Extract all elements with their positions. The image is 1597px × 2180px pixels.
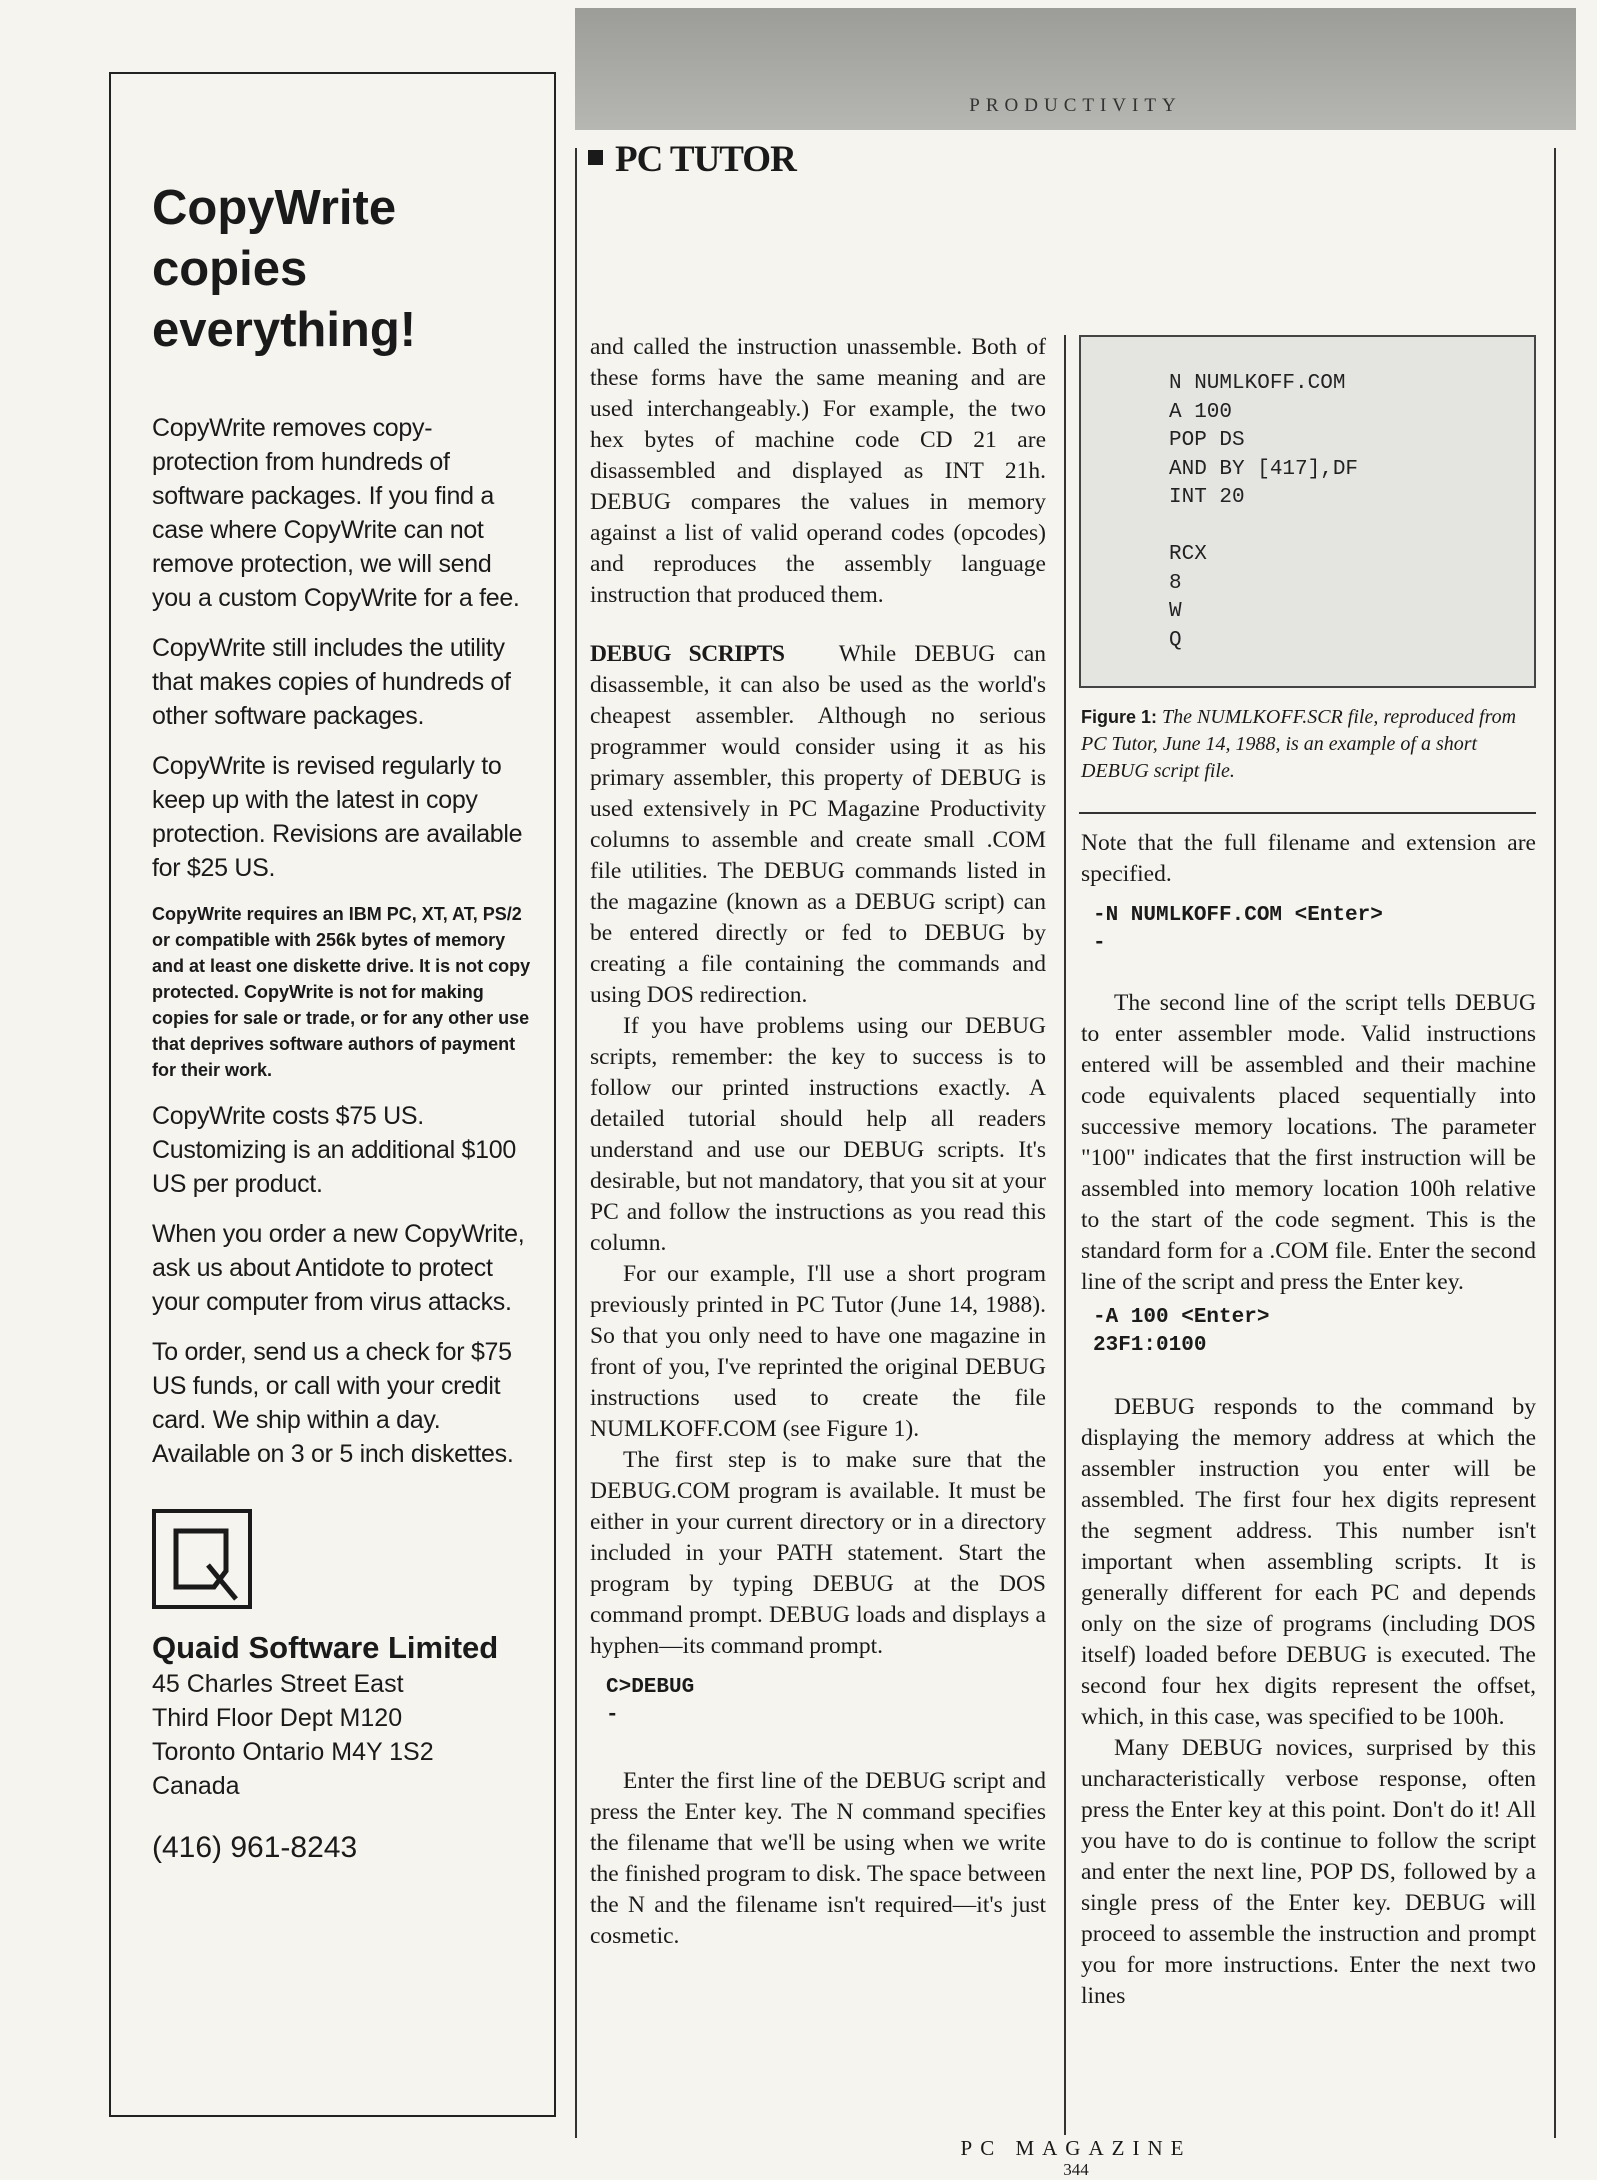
- ad-company: Quaid Software Limited: [152, 1630, 499, 1665]
- ad-address-line: Toronto Ontario M4Y 1S2: [152, 1738, 434, 1766]
- ad-address-line: Canada: [152, 1772, 240, 1800]
- ad-paragraph: CopyWrite is revised regularly to keep up with the latest in copy protection. Revisions are available for $25 US.: [152, 752, 523, 882]
- figure-1: [1079, 335, 1536, 688]
- paragraph: [590, 639, 1046, 1011]
- figure-caption-text: The NUMLKOFF.SCR file, reproduced from PC Tutor, June 14, 1988, is an example of a short DEBUG script file.: [1081, 706, 1517, 782]
- advertisement: [109, 72, 556, 2117]
- ad-address-line: 45 Charles Street East: [152, 1670, 404, 1698]
- ad-phone: (416) 961-8243: [152, 1831, 358, 1864]
- ad-requirements: CopyWrite requires an IBM PC, XT, AT, PS/2 or compatible with 256k bytes of memory and at least one diskette drive. It is not copy protected. CopyWrite is not for making copies for sale or trade, or for any other use that deprives software authors of payment for their work.: [152, 904, 531, 1080]
- paragraph: The second line of the script tells DEBUG to enter assembler mode. Valid instructions entered will be assembled and their machine code equivalents placed sequentially into successive memory locations. The parameter "100" indicates that the first instruction will be assembled into memory location 100h relative to the start of the code segment. This is the standard form for a .COM file. Enter the second line of the script and press the Enter key.: [1081, 990, 1536, 1295]
- article-column-2: [1081, 828, 1536, 2012]
- paragraph: Enter the first line of the DEBUG script and press the Enter key. The N command specifies the filename that we'll be using when we write the finished program to disk. The space between the N and the filename isn't required—it's just cosmetic.: [590, 1768, 1046, 1949]
- page-number: 344: [1063, 2160, 1089, 2179]
- paragraph: DEBUG responds to the command by displaying the memory address at which the assembler instruction you enter will be assembled. The first four hex digits represent the segment address. This number isn't important when assembling scripts. It is generally different for each PC and depends only on the size of programs (including DOS itself) loaded before DEBUG is executed. The second four hex digits represent the offset, which, in this case, was specified to be 100h.: [1081, 1394, 1536, 1730]
- column-title-text: PC TUTOR: [615, 139, 796, 180]
- ad-paragraph: CopyWrite still includes the utility that makes copies of hundreds of other software packages.: [152, 634, 511, 730]
- paragraph: For our example, I'll use a short program previously printed in PC Tutor (June 14, 1988). So that you only need to have one magazine in front of you, I've reprinted the original DEBUG instructions used to create the file NUMLKOFF.COM (see Figure 1).: [590, 1261, 1046, 1442]
- column-rule-middle: [1064, 335, 1066, 2135]
- code-snippet: C>DEBUG -: [606, 1676, 695, 1727]
- paragraph-text: While DEBUG can disassemble, it can also be used as the world's cheapest assembler. Although no serious programmer would consider using it as his primary assembler, this property of DEBUG is used extensively in PC Magazine Productivity columns to assemble and create small .COM file utilities. The DEBUG commands listed in the magazine (known as a DEBUG script) can be entered directly or fed to DEBUG by creating a file containing the commands and using DOS redirection.: [590, 641, 1046, 1008]
- ad-paragraph: CopyWrite removes copy-protection from hundreds of software packages. If you find a case where CopyWrite can not remove protection, we will send you a custom CopyWrite for a fee.: [152, 414, 520, 612]
- quaid-logo-icon: [152, 1509, 252, 1609]
- code-snippet: -A 100 <Enter> 23F1:0100: [1093, 1306, 1270, 1357]
- caption-rule: [1079, 812, 1536, 814]
- ad-paragraph: To order, send us a check for $75 US funds, or call with your credit card. We ship within a day. Available on 3 or 5 inch diskettes.: [152, 1338, 514, 1468]
- ad-headline: CopyWrite copies everything!: [152, 181, 417, 357]
- ad-address-line: Third Floor Dept M120: [152, 1704, 403, 1732]
- section-label: PRODUCTIVITY: [969, 95, 1182, 116]
- ad-paragraph: When you order a new CopyWrite, ask us about Antidote to protect your computer from virus attacks.: [152, 1220, 525, 1316]
- figure-caption-label: Figure 1:: [1081, 707, 1158, 727]
- code-snippet: -N NUMLKOFF.COM <Enter> -: [1093, 904, 1383, 955]
- section-head: DEBUG SCRIPTS: [590, 641, 785, 667]
- bullet-icon: [588, 150, 603, 165]
- article-column-1: [590, 332, 1046, 1952]
- figure-caption: [1081, 704, 1531, 785]
- column-rule-right: [1554, 148, 1556, 2138]
- paragraph: Note that the full filename and extension are specified.: [1081, 830, 1536, 887]
- column-title: [588, 138, 796, 181]
- column-rule-left: [575, 148, 577, 2138]
- paragraph: The first step is to make sure that the DEBUG.COM program is available. It must be either in your current directory or in a directory included in your PATH statement. Start the program by typing DEBUG at the DOS command prompt. DEBUG loads and displays a hyphen—its command prompt.: [590, 1447, 1046, 1659]
- paragraph: and called the instruction unassemble. Both of these forms have the same meaning and are used interchangeably.) For example, the two hex bytes of machine code CD 21 are disassembled and displayed as INT 21h. DEBUG compares the values in memory against a list of valid operand codes (opcodes) and reproduces the assembly language instruction that produced them.: [590, 334, 1046, 608]
- footer-magazine: PC MAGAZINE: [960, 2136, 1192, 2160]
- paragraph: Many DEBUG novices, surprised by this uncharacteristically verbose response, often press the Enter key at this point. Don't do it! All you have to do is continue to follow the script and enter the next line, POP DS, followed by a single press of the Enter key. DEBUG will proceed to assemble the instruction and prompt you for more instructions. Enter the next two lines: [1081, 1735, 1536, 2009]
- figure-code: N NUMLKOFF.COM A 100 POP DS AND BY [417],DF INT 20 RCX 8 W Q: [1169, 372, 1359, 652]
- ad-paragraph: CopyWrite costs $75 US. Customizing is an additional $100 US per product.: [152, 1102, 516, 1198]
- paragraph: If you have problems using our DEBUG scripts, remember: the key to success is to follow our printed instructions exactly. A detailed tutorial should help all readers understand and use our DEBUG scripts. It's desirable, but not mandatory, that you sit at your PC and follow the instructions as you read this column.: [590, 1013, 1046, 1256]
